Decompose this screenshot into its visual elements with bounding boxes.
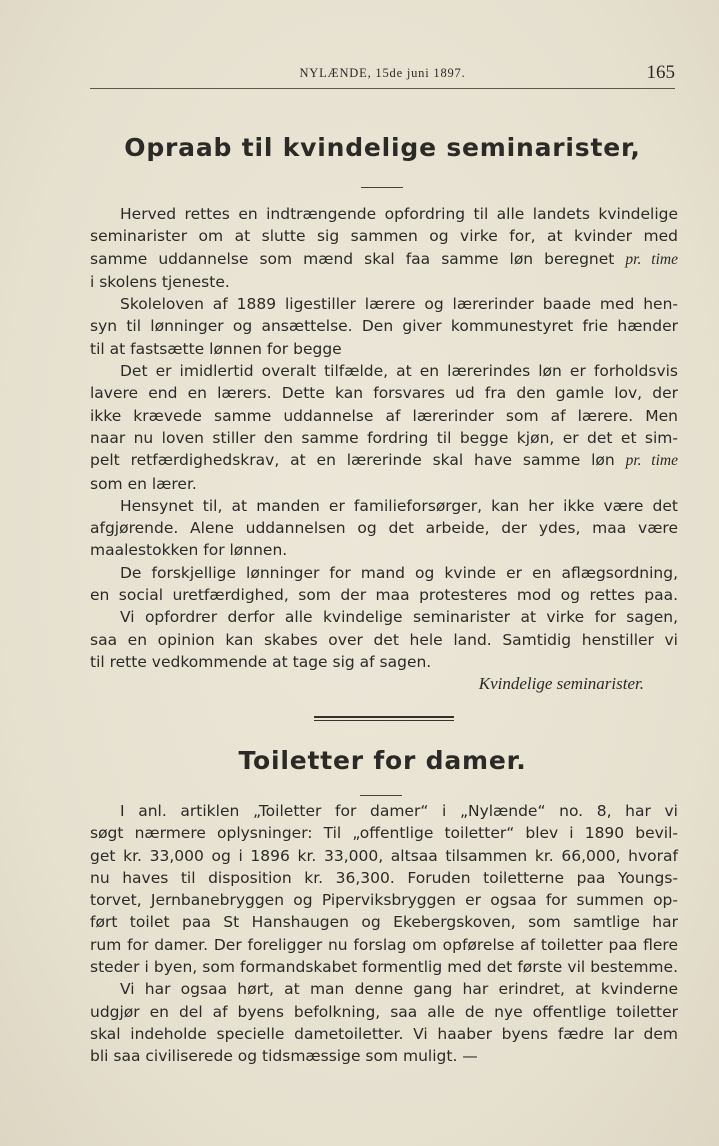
text-line: til rette vedkommende at tage sig af sagen. [90, 652, 432, 671]
text-line: Skoleloven af 1889 ligestiller lærere og lærerinder baade med hen- [120, 295, 678, 314]
text-line: i skolens tjeneste. [90, 272, 230, 291]
text-line: som en lærer. [90, 474, 197, 493]
text-line: Det er imidlertid overalt tilfælde, at en lærerindes løn er forholdsvis [120, 362, 678, 381]
section-divider [314, 716, 454, 721]
page-number: 165 [646, 62, 675, 83]
text-line: Vi opfordrer derfor alle kvindelige seminarister at virke for sagen, [120, 608, 678, 627]
text-line: afgjørende. Alene uddannelsen og det arbeide, der ydes, maa være [90, 519, 678, 538]
text-line: De forskjellige lønninger for mand og kvinde er en aflægsordning, [120, 563, 678, 582]
signature: Kvindelige seminarister. [478, 674, 644, 694]
per-time-italic: pr. time [625, 452, 678, 470]
text-line: udgjør en del af byens befolkning, saa alle de nye offentlige toiletter [90, 1002, 678, 1021]
text-line: steder i byen, som formandskabet formentlig med det første vil bestemme. [90, 958, 678, 977]
text-line: ført toilet paa St Hanshaugen og Ekebergskoven, som samtlige har [90, 913, 678, 932]
text-line: en social uretfærdighed, som der maa protesteres mod og rettes paa. [90, 586, 678, 605]
text-line: syn til lønninger og ansættelse. Den giver kommunestyret frie hænder [90, 317, 678, 336]
title-divider [361, 187, 403, 188]
text-line: skal indeholde specielle dametoiletter. Vi haaber byens fædre lar dem [90, 1024, 678, 1043]
text-line: seminarister om at slutte sig sammen og virke for, at kvinder med [90, 227, 678, 246]
text-line: rum for damer. Der foreligger nu forslag om opførelse af toiletter paa flere [90, 935, 678, 954]
text-line: I anl. artiklen „Toiletter for damer“ i „Nylænde“ no. 8, har vi [120, 802, 678, 820]
article-2-body [90, 800, 678, 1068]
running-head: NYLÆNDE, 15de juni 1897. [299, 66, 466, 80]
title-divider [360, 795, 402, 796]
text-line: lavere end en lærers. Dette kan forsvares ud fra den gamle lov, der [90, 384, 678, 403]
text-line: søgt nærmere oplysninger: Til „offentlige toiletter“ blev i 1890 bevil- [90, 824, 678, 843]
text-line: samme uddannelse som mænd skal faa samme løn beregnet pr. time [90, 249, 678, 268]
text-line: Hensynet til, at manden er familieforsørger, kan her ikke være det [120, 496, 678, 515]
text-line: saa en opinion kan skabes over det hele land. Samtidig henstiller vi [90, 630, 678, 649]
text-line: naar nu loven stiller den samme fordring til begge kjøn, er det et sim- [90, 428, 678, 447]
text-line: Vi har ogsaa hørt, at man denne gang har erindret, at kvinderne [120, 980, 678, 999]
page-header [90, 64, 675, 89]
text-line: pelt retfærdighedskrav, at en lærerinde skal have samme løn pr. time [90, 451, 678, 470]
text-line: maalestokken for lønnen. [90, 541, 288, 560]
article-2-title: Toiletter for damer. [238, 746, 527, 775]
text-line: bli saa civiliserede og tidsmæssige som muligt. — [90, 1047, 478, 1066]
text-line: til at fastsætte lønnen for begge [90, 339, 342, 358]
article-1-body [90, 203, 678, 696]
text-line: torvet, Jernbanebryggen og Piperviksbryggen er ogsaa for summen op- [90, 891, 678, 910]
per-time-italic: pr. time [625, 250, 678, 268]
text-line: nu haves til disposition kr. 36,300. Foruden toiletterne paa Youngs- [90, 868, 678, 887]
text-line: get kr. 33,000 og i 1896 kr. 33,000, altsaa tilsammen kr. 66,000, hvoraf [90, 846, 678, 865]
text-line: Herved rettes en indtrængende opfordring til alle landets kvindelige [120, 205, 678, 223]
article-1-title: Opraab til kvindelige seminarister, [124, 133, 641, 162]
text-line: ikke krævede samme uddannelse af lærerinder som af lærere. Men [90, 406, 678, 425]
